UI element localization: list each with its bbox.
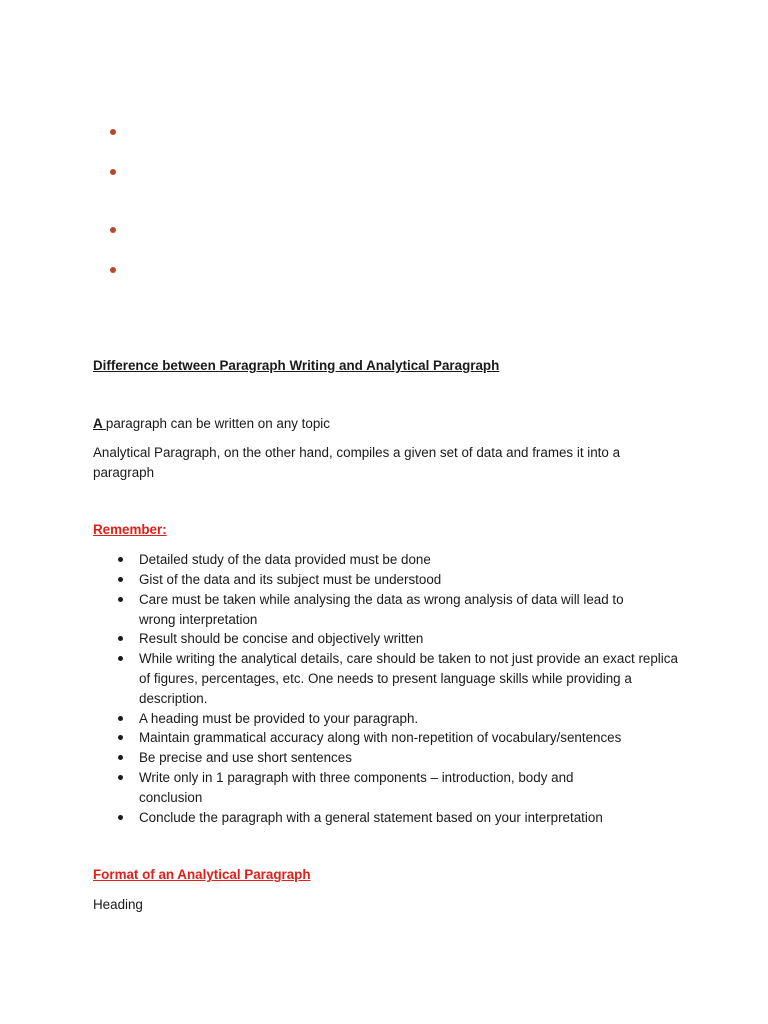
list-item-text: Be precise and use short sentences xyxy=(139,750,352,766)
analytical-paragraph: Analytical Paragraph, on the other hand, compiles a given set of data and frames it into a paragraph xyxy=(93,444,621,480)
bullet-icon xyxy=(118,775,123,780)
document-body xyxy=(93,356,693,915)
bullet-icon xyxy=(118,735,123,740)
list-item-text: Result should be concise and objectively written xyxy=(139,631,424,647)
remember-heading: Remember: xyxy=(93,522,167,538)
list-item-text: Maintain grammatical accuracy along with non-repetition of vocabulary/sentences xyxy=(139,730,622,746)
list-item xyxy=(93,808,693,828)
list-item xyxy=(93,649,679,708)
list-item xyxy=(93,768,629,808)
remember-list xyxy=(93,550,693,827)
intro-paragraph xyxy=(93,414,693,434)
bullet-icon xyxy=(118,636,123,641)
list-item-text: Detailed study of the data provided must be done xyxy=(139,552,431,568)
bullet-icon xyxy=(118,597,123,602)
section-heading: Difference between Paragraph Writing and Analytical Paragraph xyxy=(93,358,500,373)
intro-prefix: A xyxy=(93,416,106,431)
bullet-icon xyxy=(118,815,123,820)
list-item xyxy=(93,570,693,590)
list-item xyxy=(93,748,693,768)
list-item xyxy=(93,709,693,729)
intro-rest: paragraph can be written on any topic xyxy=(105,416,330,431)
list-item-text: Care must be taken while analysing the data as wrong analysis of data will lead to wrong interpretation xyxy=(139,591,624,627)
empty-bullet-icon xyxy=(110,227,116,233)
empty-bullet-icon xyxy=(110,169,116,175)
list-item xyxy=(93,590,659,630)
list-item-text: Gist of the data and its subject must be understood xyxy=(139,571,442,587)
empty-bullet-icon xyxy=(110,267,116,273)
list-item xyxy=(93,629,693,649)
list-item-text: Write only in 1 paragraph with three components – introduction, body and conclusion xyxy=(139,769,574,805)
bullet-icon xyxy=(118,755,123,760)
list-item-text: Conclude the paragraph with a general statement based on your interpretation xyxy=(139,809,603,825)
empty-bullet-list xyxy=(110,121,150,281)
bullet-icon xyxy=(118,577,123,582)
bullet-icon xyxy=(118,557,123,562)
list-item xyxy=(93,550,693,570)
empty-bullet-icon xyxy=(110,129,116,135)
format-item-heading: Heading xyxy=(93,897,143,913)
bullet-icon xyxy=(118,656,123,661)
bullet-icon xyxy=(118,716,123,721)
format-heading: Format of an Analytical Paragraph xyxy=(93,867,311,883)
list-item xyxy=(93,728,693,748)
list-item-text: While writing the analytical details, care should be taken to not just provide an exact replica of figures, percentages, etc. One needs to present language skills while providing a description. xyxy=(139,651,678,706)
list-item-text: A heading must be provided to your paragraph. xyxy=(139,710,419,726)
